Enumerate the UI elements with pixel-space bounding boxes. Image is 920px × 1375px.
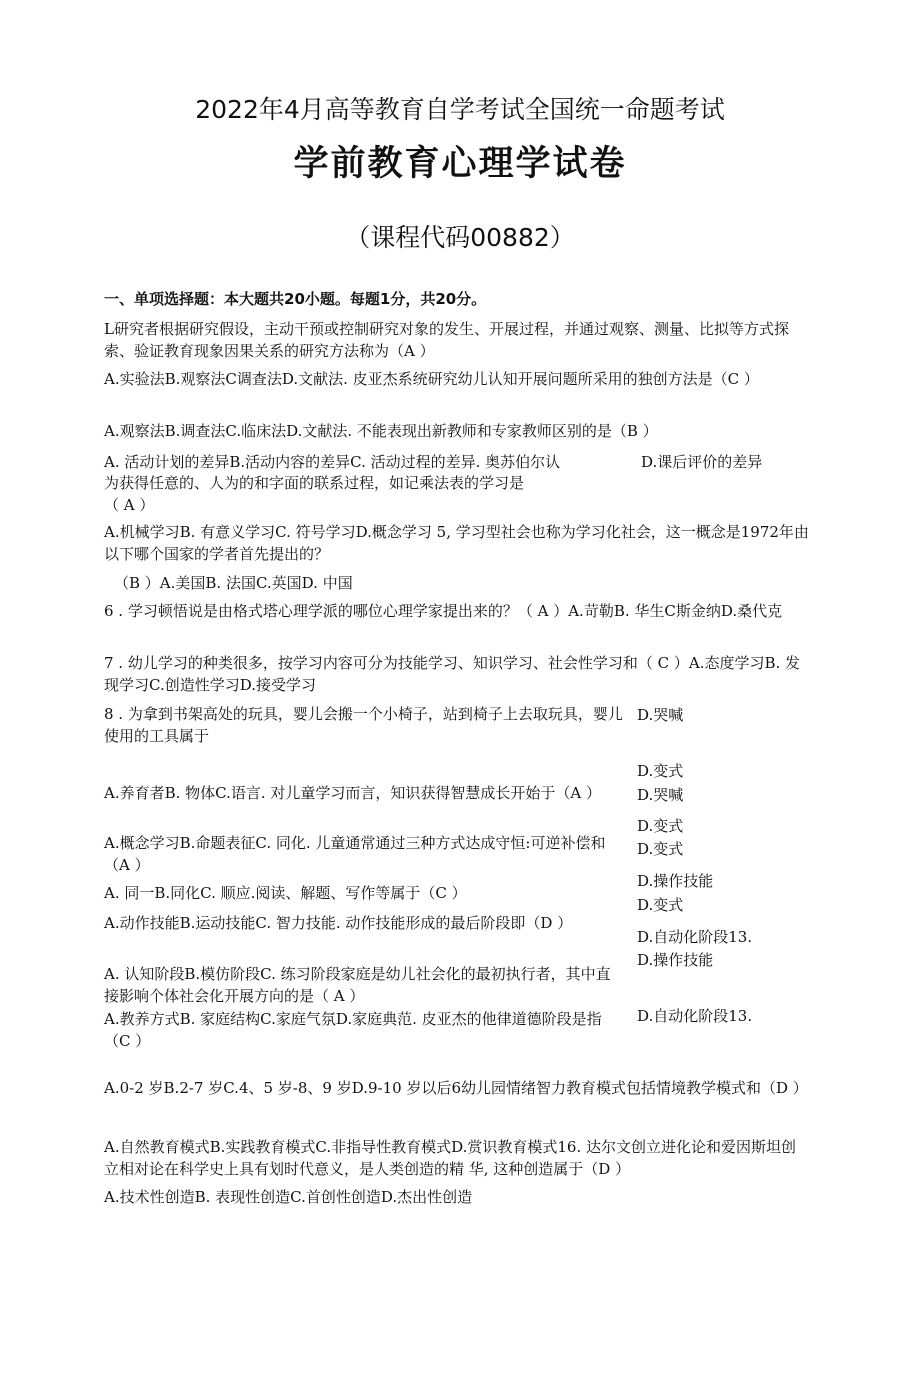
question-line: A.教养方式B. 家庭结构C.家庭气氛D.家庭典范. 皮亚杰的他律道德阶段是指（C ） — [104, 1010, 602, 1050]
option-line: A.技术性创造B. 表现性创造C.首创性创造D.杰出性创造 — [104, 1188, 473, 1206]
question-line: 7 . 幼儿学习的种类很多，按学习内容可分为技能学习、知识学习、社会性学习和（ C ）A.态度学习B. 发现学习C.创造性学习D.接受学习 — [104, 654, 801, 694]
right-option: D.变式 — [637, 762, 684, 780]
question-line: A. 活动计划的差异B.活动内容的差异C. 活动过程的差异. 奥苏伯尔认 — [104, 453, 561, 471]
question-line: A.概念学习B.命题表征C. 同化. 儿童通常通过三种方式达成守恒:可逆补偿和（A ） — [104, 834, 606, 874]
question-line: A.养育者B. 物体C.语言. 对儿童学习而言，知识获得智慧成长开始于（A ） — [104, 784, 602, 802]
right-option: D.哭喊 — [637, 786, 684, 804]
question-line: A.观察法B.调查法C.临床法D.文献法. 不能表现出新教师和专家教师区别的是（B ） — [104, 422, 658, 440]
option-line: （B ）A.美国B. 法国C.英国D. 中国 — [114, 574, 353, 592]
answer-line: （ A ） — [104, 496, 155, 514]
right-option: D.自动化阶段13. — [637, 928, 753, 946]
right-option: D.哭喊 — [637, 706, 684, 724]
question-line: 8 . 为拿到书架高处的玩具，婴儿会搬一个小椅子，站到椅子上去取玩具，婴儿使用的工具属于 — [104, 705, 623, 745]
question-line: A.自然教育模式B.实践教育模式C.非指导性教育模式D.赏识教育模式16. 达尔文创立进化论和爱因斯坦创立相对论在科学史上具有划时代意义，是人类创造的精 华, 这种创造属于（D ） — [104, 1138, 796, 1178]
section-heading: 一、单项选择题：本大题共20小题。每题1分，共20分。 — [104, 290, 487, 308]
option-line: D.课后评价的差异 — [641, 453, 763, 471]
right-option: D.操作技能 — [637, 951, 714, 969]
question-line: A.实验法B.观察法C调查法D.文献法. 皮亚杰系统研究幼儿认知开展问题所采用的独创方法是（C ） — [104, 370, 759, 388]
question-line: 6 . 学习顿悟说是由格式塔心理学派的哪位心理学家提出来的？（ A ）A.苛勒B. 华生C斯金纳D.桑代克 — [104, 602, 783, 620]
right-option: D.变式 — [637, 817, 684, 835]
question-line: A. 认知阶段B.模仿阶段C. 练习阶段家庭是幼儿社会化的最初执行者，其中直接影响个体社会化开展方向的是（ A ） — [104, 965, 611, 1005]
right-option: D.操作技能 — [637, 872, 714, 890]
question-line: A.机械学习B. 有意义学习C. 符号学习D.概念学习 5, 学习型社会也称为学习化社会，这一概念是1972年由以下哪个国家的学者首先提出的？ — [104, 523, 809, 563]
question-line: A.0-2 岁B.2-7 岁C.4、5 岁-8、9 岁D.9-10 岁以后6幼儿园情绪智力教育模式包括情境教学模式和（D ） — [104, 1079, 808, 1097]
right-option: D.自动化阶段13. — [637, 1007, 753, 1025]
right-option: D.变式 — [637, 896, 684, 914]
question-line: A.动作技能B.运动技能C. 智力技能. 动作技能形成的最后阶段即（D ） — [104, 914, 573, 932]
question-line: 为获得任意的、人为的和字面的联系过程，如记乘法表的学习是 — [104, 474, 525, 492]
question-line: A. 同一B.同化C. 顺应.阅读、解题、写作等属于（C ） — [104, 884, 467, 902]
question-line: L研究者根据研究假设，主动干预或控制研究对象的发生、开展过程，并通过观察、测量、比拟等方式探索、验证教育现象因果关系的研究方法称为（A ） — [104, 320, 789, 360]
course-code: （课程代码00882） — [345, 223, 575, 252]
exam-header-line: 2022年4月高等教育自学考试全国统一命题考试 — [195, 95, 725, 124]
paper-title: 学前教育心理学试卷 — [293, 144, 627, 184]
right-option: D.变式 — [637, 840, 684, 858]
